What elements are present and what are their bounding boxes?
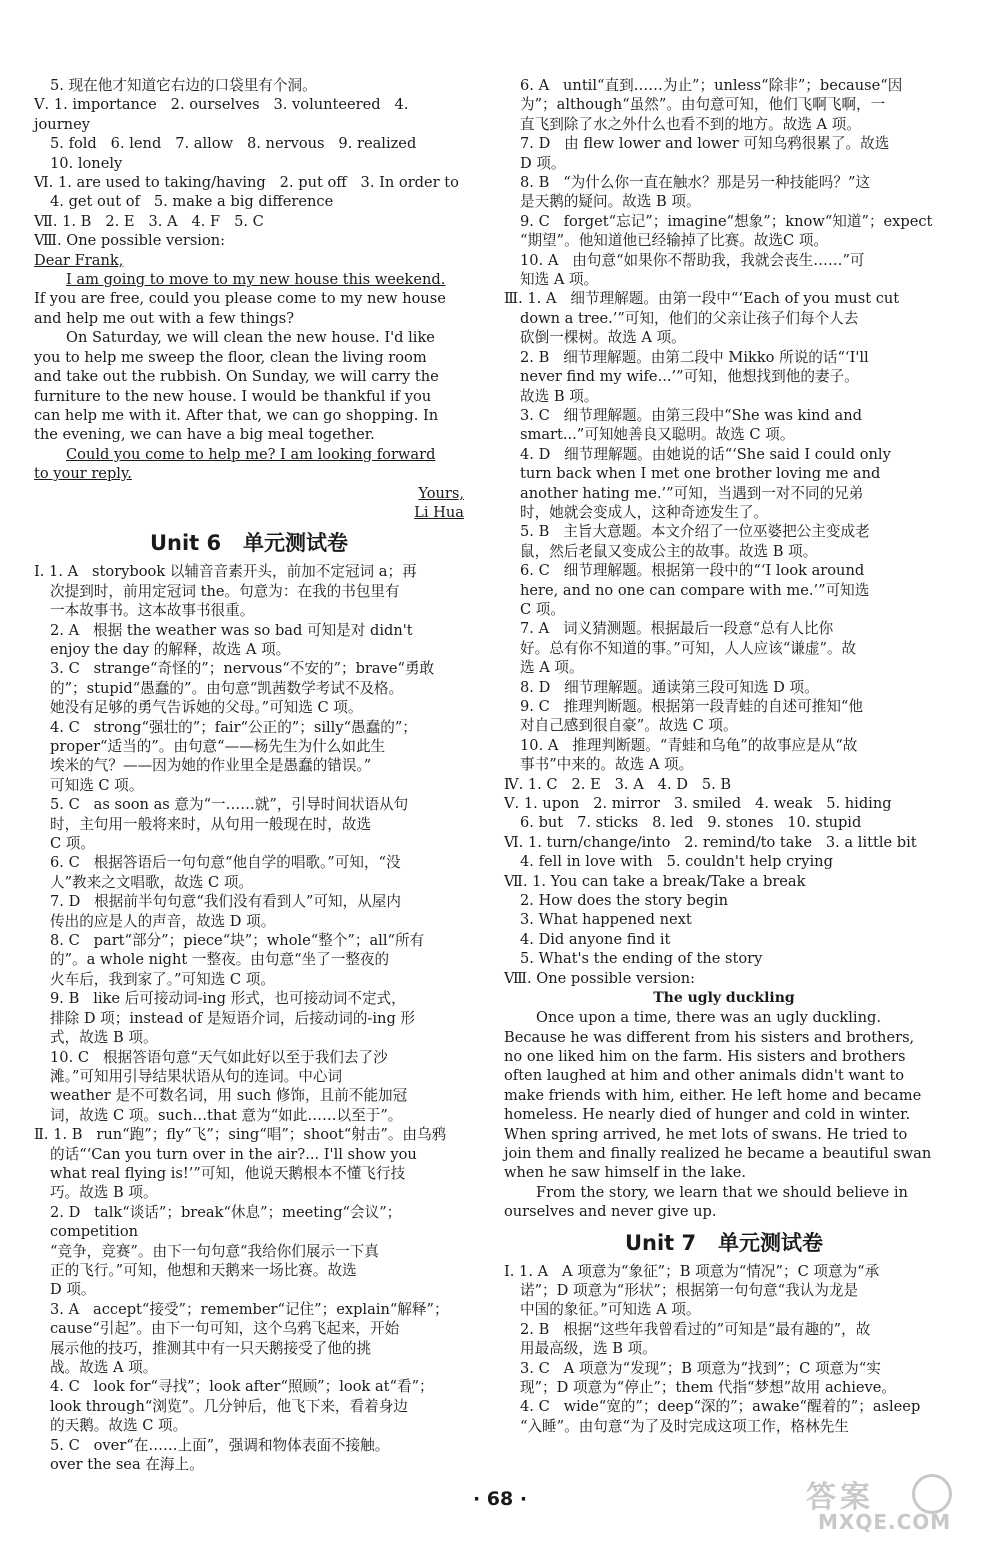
text-line: look through“浏览”。几分钟后，他飞下来，看着身边 [50, 1397, 408, 1415]
text-line: join them and finally realized he became a beautiful swan [504, 1144, 932, 1162]
text-line: 8. C part“部分”；piece“块”；whole“整个”；all“所有 [50, 932, 425, 950]
text-line: 9. C forget“忘记”；imagine“想象”；know“知道”；expect [520, 212, 933, 230]
text-line: 对自己感到很自豪”。故选 C 项。 [520, 717, 738, 735]
text-line: 知选 A 项。 [520, 271, 599, 289]
text-line: 一本故事书。这本故事书很重。 [50, 602, 255, 620]
text-line: 埃米的气？——因为她的作业里全是愚蠢的错误。” [50, 757, 372, 775]
text-line: Ⅲ. 1. A 细节理解题。由第一段中“‘Each of you must cut [504, 290, 900, 308]
text-line: proper“适当的”。由句意“——杨先生为什么如此生 [50, 738, 386, 755]
text-line: 5. 现在他才知道它右边的口袋里有个洞。 [50, 77, 317, 94]
text-line: 好。总有你不知道的事。”可知，人人应该“谦虚”。故 [520, 639, 857, 657]
text-line: 选 A 项。 [520, 659, 584, 677]
text-line: D 项。 [520, 154, 566, 172]
text-line: 式，故选 B 项。 [50, 1029, 158, 1047]
text-line: Ⅴ. 1. importance 2. ourselves 3. volunteered 4. journey [34, 96, 414, 133]
text-line: When spring arrived, he met lots of swans. He tried to [504, 1125, 908, 1143]
text-line: 3. C 细节理解题。由第三段中“She was kind and [520, 406, 862, 424]
text-line: 时，主句用一般将来时，从句用一般现在时，故选 [50, 815, 372, 833]
text-line: 8. B “为什么你一直在触水？那是另一种技能吗？”这 [520, 174, 871, 192]
text-line: down a tree.’”可知，他们的父亲让孩子们每个人去 [520, 309, 859, 327]
text-line: 是天鹅的疑问。故选 B 项。 [520, 193, 701, 211]
text-line: 3. A accept“接受”；remember“记住”；explain“解释”； [50, 1300, 449, 1318]
text-line: Once upon a time, there was an ugly duckling. [536, 1009, 881, 1027]
text-line: 10. C 根据答语句意“天气如此好以至于我们去了沙 [50, 1048, 388, 1066]
text-line: 事书”中来的。故选 A 项。 [520, 756, 694, 774]
text-line: 故选 B 项。 [520, 387, 599, 405]
text-line: 2. How does the story begin [520, 892, 729, 910]
text-line: over the sea 在海上。 [50, 1456, 204, 1474]
text-line: 4. C wide“宽的”；deep“深的”；awake“醒着的”；asleep [520, 1398, 921, 1416]
text-line: 巧。故选 B 项。 [50, 1184, 158, 1202]
text-line: I am going to move to my new house this weekend. [66, 271, 446, 289]
text-line: 5. What's the ending of the story [520, 950, 763, 968]
text-line: Ⅵ. 1. are used to taking/having 2. put off 3. In order to [34, 174, 459, 192]
right-column [504, 76, 944, 1436]
text-line: 鼠，然后老鼠又变成公主的故事。故选 B 项。 [520, 542, 818, 560]
text-line: another hating me.’”可知，当遇到一对不同的兄弟 [520, 484, 864, 502]
text-line: 6. C 细节理解题。根据第一段中的“‘I look around [520, 562, 865, 580]
text-line: 火车后，我到家了。”可知选 C 项。 [50, 970, 275, 988]
text-line: what real flying is!’”可知，他说天鹅根本不懂飞行技 [50, 1164, 406, 1182]
text-line: 6. but 7. sticks 8. led 9. stones 10. stupid [520, 814, 862, 832]
text-line: 展示他的技巧，推测其中有一只天鹅接受了他的挑 [50, 1339, 372, 1357]
text-line: no one liked him on the farm. His sisters and brothers [504, 1047, 906, 1065]
unit-heading: Unit 6 单元测试卷 [149, 531, 349, 556]
text-line: 4. fell in love with 5. couldn't help crying [520, 853, 833, 871]
text-line: and help me out with a few things? [34, 309, 295, 327]
watermark-text-url: MXQE.COM [818, 1510, 952, 1534]
text-line: 9. C 推理判断题。根据第一段青蛙的自述可推知“他 [520, 698, 863, 715]
text-line: 的天鹅。故选 C 项。 [50, 1417, 188, 1435]
text-line: 4. C strong“强壮的”；fair“公正的”；silly“愚蠢的”； [50, 718, 417, 736]
text-line: 7. A 词义猜测题。根据最后一段意“总有人比你 [520, 620, 834, 638]
text-line: you to help me sweep the floor, clean the living room [34, 348, 427, 366]
text-line: when he saw himself in the lake. [504, 1164, 747, 1182]
text-line: 6. C 根据答语后一句句意“他自学的唱歌。”可知，“没 [50, 854, 401, 872]
text-line: 6. A until“直到……为止”；unless“除非”；because“因 [520, 77, 903, 94]
watermark-logo [788, 1472, 978, 1534]
text-line: “入睡”。由句意“为了及时完成这项工作，格林先生 [520, 1417, 849, 1435]
letter-signature-line: Yours, [418, 484, 464, 502]
text-line: ourselves and never give up. [504, 1203, 717, 1221]
text-line: 2. D talk“谈话”；break“休息”；meeting“会议”；competition [50, 1203, 402, 1241]
text-line: From the story, we learn that we should believe in [536, 1183, 908, 1201]
letter-signature-line: Li Hua [414, 503, 464, 521]
text-line: 现”；D 项意为“停止”；them 代指“梦想”故用 achieve。 [520, 1379, 897, 1396]
text-line: furniture to the new house. I would be thankful if you [34, 387, 432, 405]
text-line: On Saturday, we will clean the new house. I'd like [66, 329, 435, 347]
text-line: 8. D 细节理解题。通读第三段可知选 D 项。 [520, 678, 819, 696]
text-line: Ⅶ. 1. B 2. E 3. A 4. F 5. C [34, 212, 264, 230]
text-line: 她没有足够的勇气告诉她的父母。”可知选 C 项。 [50, 699, 363, 717]
text-line: 4. D 细节理解题。由她说的话“‘She said I could only [520, 445, 891, 463]
text-line: C 项。 [50, 835, 95, 853]
text-line: 4. get out of 5. make a big difference [50, 193, 334, 211]
unit-heading: Unit 7 单元测试卷 [624, 1230, 824, 1255]
text-line: 7. D 根据前半句句意“我们没有看到人”可知，从屋内 [50, 893, 401, 911]
text-line: 10. lonely [50, 154, 123, 172]
text-line: 9. B like 后可接动词-ing 形式，也可接动词不定式， [50, 990, 406, 1008]
text-line: 砍倒一棵树。故选 A 项。 [520, 329, 686, 347]
text-line: “期望”。他知道他已经输掉了比赛。故选C 项。 [520, 232, 829, 250]
text-line: 直飞到除了水之外什么也看不到的地方。故选 A 项。 [520, 115, 861, 133]
text-line: 2. B 根据“这些年我曾看过的”可知是“最有趣的”，故 [520, 1320, 871, 1338]
text-line: C 项。 [520, 600, 565, 618]
text-line: enjoy the day 的解释，故选 A 项。 [50, 640, 291, 658]
text-line: Ⅷ. One possible version: [504, 969, 696, 987]
text-line: Ⅴ. 1. upon 2. mirror 3. smiled 4. weak 5. hiding [504, 795, 892, 813]
text-line: 可知选 C 项。 [50, 776, 144, 794]
text-line: to your reply. [34, 465, 132, 483]
text-line: 战。故选 A 项。 [50, 1359, 158, 1376]
text-line: make friends with him, either. He left home and became [504, 1086, 922, 1104]
text-line: 3. C strange“奇怪的”；nervous“不安的”；brave“勇敢 [50, 660, 435, 678]
text-line: Because he was different from his sisters and brothers, [504, 1028, 915, 1046]
text-line: Dear Frank, [34, 251, 124, 269]
text-line: 4. Did anyone find it [520, 930, 671, 948]
text-line: Ⅱ. 1. B run“跑”；fly“飞”；sing“唱”；shoot“射击”。由乌鸦 [34, 1126, 447, 1144]
text-line: 用最高级，选 B 项。 [520, 1340, 657, 1358]
text-line: 2. A 根据 the weather was so bad 可知是对 didn't [50, 621, 413, 639]
left-column [34, 76, 464, 1474]
text-line: never find my wife...’”可知，他想找到他的妻子。 [520, 368, 859, 386]
page-number: · 68 · [472, 1488, 528, 1510]
text-line: 的话“‘Can you turn over in the air?... I'll show you [50, 1145, 417, 1163]
text-line: Ⅰ. 1. A A 项意为“象征”；B 项意为“情况”；C 项意为“承 [504, 1262, 880, 1280]
essay-title: The ugly duckling [653, 990, 795, 1007]
text-line: 滩。”可知用引导结果状语从句的连词。中心词 [50, 1067, 343, 1085]
text-line: 时，她就会变成人，这种奇迹发生了。 [520, 503, 769, 521]
text-line: 10. A 由句意“如果你不帮助我，我就会丧生……”可 [520, 251, 865, 269]
text-line: 5. C as soon as 意为“一……就”，引导时间状语从句 [50, 796, 409, 814]
text-line: 排除 D 项；instead of 是短语介词，后接动词的-ing 形 [50, 1009, 416, 1027]
text-line: 中国的象征。”可知选 A 项。 [520, 1301, 701, 1319]
text-line: 10. A 推理判断题。“青蛙和乌龟”的故事应是从“故 [520, 736, 858, 754]
text-line: and take out the rubbish. On Sunday, we will carry the [34, 368, 439, 386]
text-line: 为”；although“虽然”。由句意可知，他们飞啊飞啊，一 [520, 96, 886, 114]
text-line: smart...”可知她善良又聪明。故选 C 项。 [520, 426, 795, 444]
text-line: 3. C A 项意为“发现”；B 项意为“找到”；C 项意为“实 [520, 1359, 881, 1377]
text-line: Ⅳ. 1. C 2. E 3. A 4. D 5. B [504, 775, 732, 793]
text-line: Ⅷ. One possible version: [34, 232, 226, 250]
text-line: often laughed at him and other animals didn't want to [504, 1067, 905, 1085]
text-line: 7. D 由 flew lower and lower 可知乌鸦很累了。故选 [520, 135, 890, 153]
text-line: Ⅶ. 1. You can take a break/Take a break [504, 872, 806, 890]
text-line: 3. What happened next [520, 911, 692, 929]
text-line: “竞争，竞赛”。由下一句句意“我给你们展示一下真 [50, 1242, 379, 1260]
text-line: Ⅰ. 1. A storybook 以辅音音素开头，前加不定冠词 a；再 [34, 563, 417, 581]
text-line: 传出的应是人的声音，故选 D 项。 [50, 912, 276, 930]
text-line: 5. B 主旨大意题。本文介绍了一位巫婆把公主变成老 [520, 523, 870, 541]
text-line: 正的飞行。”可知，他想和天鹅来一场比赛。故选 [50, 1261, 357, 1279]
text-line: 的”。a whole night 一整夜。由句意“坐了一整夜的 [50, 951, 390, 969]
text-line: the evening, we can have a big meal together. [34, 426, 375, 444]
text-line: D 项。 [50, 1281, 96, 1299]
text-line: 词，故选 C 项。such…that 意为“如此……以至于”。 [50, 1106, 403, 1124]
text-line: weather 是不可数名词，用 such 修饰，且前不能加冠 [50, 1087, 408, 1105]
text-line: homeless. He nearly died of hunger and cold in winter. [504, 1106, 911, 1124]
text-line: Could you come to help me? I am looking forward [66, 445, 436, 463]
text-line: 次提到时，前用定冠词 the。句意为：在我的书包里有 [50, 582, 400, 600]
text-line: turn back when I met one brother loving me and [520, 465, 881, 483]
text-line: If you are free, could you please come to my new house [34, 290, 446, 308]
text-line: 4. C look for“寻找”；look after“照顾”；look at“看”； [50, 1378, 434, 1396]
watermark-text-cn: 答案 [806, 1480, 874, 1515]
text-line: 人”教来之文唱歌，故选 C 项。 [50, 873, 254, 891]
text-line: can help me with it. After that, we can go shopping. In [34, 406, 439, 424]
text-line: 诺”；D 项意为“形状”；根据第一句句意“我认为龙是 [520, 1281, 859, 1299]
text-line: 5. C over“在……上面”，强调和物体表面不接触。 [50, 1436, 390, 1454]
text-line: 的”；stupid“愚蠢的”。由句意“凯茜数学考试不及格。 [50, 679, 404, 697]
text-line: Ⅵ. 1. turn/change/into 2. remind/to take 3. a little bit [504, 833, 917, 851]
text-line: 5. fold 6. lend 7. allow 8. nervous 9. realized [50, 135, 417, 153]
text-line: cause“引起”。由下一句可知，这个乌鸦飞起来，开始 [50, 1320, 400, 1338]
watermark-badge-icon [912, 1474, 952, 1514]
text-line: 2. B 细节理解题。由第二段中 Mikko 所说的话“‘I'll [520, 348, 869, 366]
text-line: here, and no one can compare with me.’”可知选 [520, 581, 870, 599]
